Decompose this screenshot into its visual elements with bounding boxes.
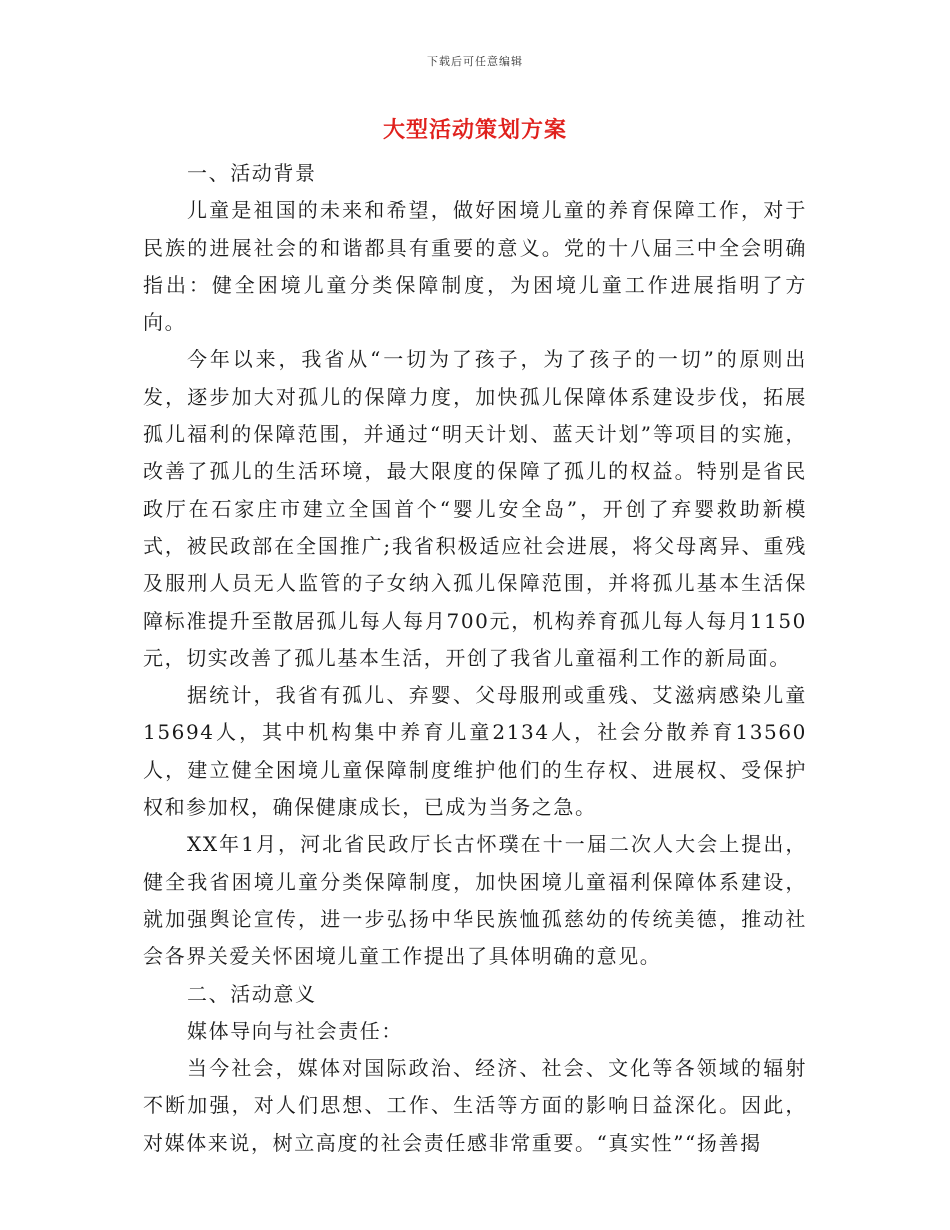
- section-heading: 一、活动背景: [187, 161, 317, 185]
- header-note: 下载后可任意编辑: [427, 55, 523, 68]
- paragraph: 今年以来，我省从“一切为了孩子，为了孩子的一切”的原则出发，逐步加大对孤儿的保障力度，加快孤儿保障体系建设步伐，拓展孤儿福利的保障范围，并通过“明天计划、蓝天计划”等项目的实施，改善了孤儿的生活环境，最大限度的保障了孤儿的权益。特别是省民政厅在石家庄市建立全国首个“婴儿安全岛”，开创了弃婴救助新模式，被民政部在全国推广;我省积极适应社会进展，将父母离异、重残及服刑人员无人监管的子女纳入孤儿保障范围，并将孤儿基本生活保障标准提升至散居孤儿每人每月700元，机构养育孤儿每人每月1150元，切实改善了孤儿基本生活，开创了我省儿童福利工作的新局面。: [143, 347, 807, 670]
- paragraph: 儿童是祖国的未来和希望，做好困境儿童的养育保障工作，对于民族的进展社会的和谐都具有重要的意义。党的十八届三中全会明确指出：健全困境儿童分类保障制度，为困境儿童工作进展指明了方向。: [143, 198, 807, 335]
- document-body: [143, 155, 807, 1162]
- section-heading: 二、活动意义: [187, 981, 317, 1006]
- paragraph: XX年1月，河北省民政厅长古怀璞在十一届二次人大会上提出，健全我省困境儿童分类保障制度，加快困境儿童福利保障体系建设，就加强舆论宣传，进一步弘扬中华民族恤孤慈幼的传统美德，推动社会各界关爱关怀困境儿童工作提出了具体明确的意见。: [143, 832, 807, 969]
- subheading: 媒体导向与社会责任：: [187, 1018, 403, 1043]
- paragraph: 据统计，我省有孤儿、弃婴、父母服刑或重残、艾滋病感染儿童15694人，其中机构集中养育儿童2134人，社会分散养育13560人，建立健全困境儿童保障制度维护他们的生存权、进展权、受保护权和参加权，确保健康成长，已成为当务之急。: [143, 683, 807, 820]
- document-title: 大型活动策划方案: [382, 118, 567, 143]
- paragraph: 当今社会，媒体对国际政治、经济、社会、文化等各领域的辐射不断加强，对人们思想、工作、生活等方面的影响日益深化。因此，对媒体来说，树立高度的社会责任感非常重要。“真实性”“扬善揭: [143, 1056, 807, 1155]
